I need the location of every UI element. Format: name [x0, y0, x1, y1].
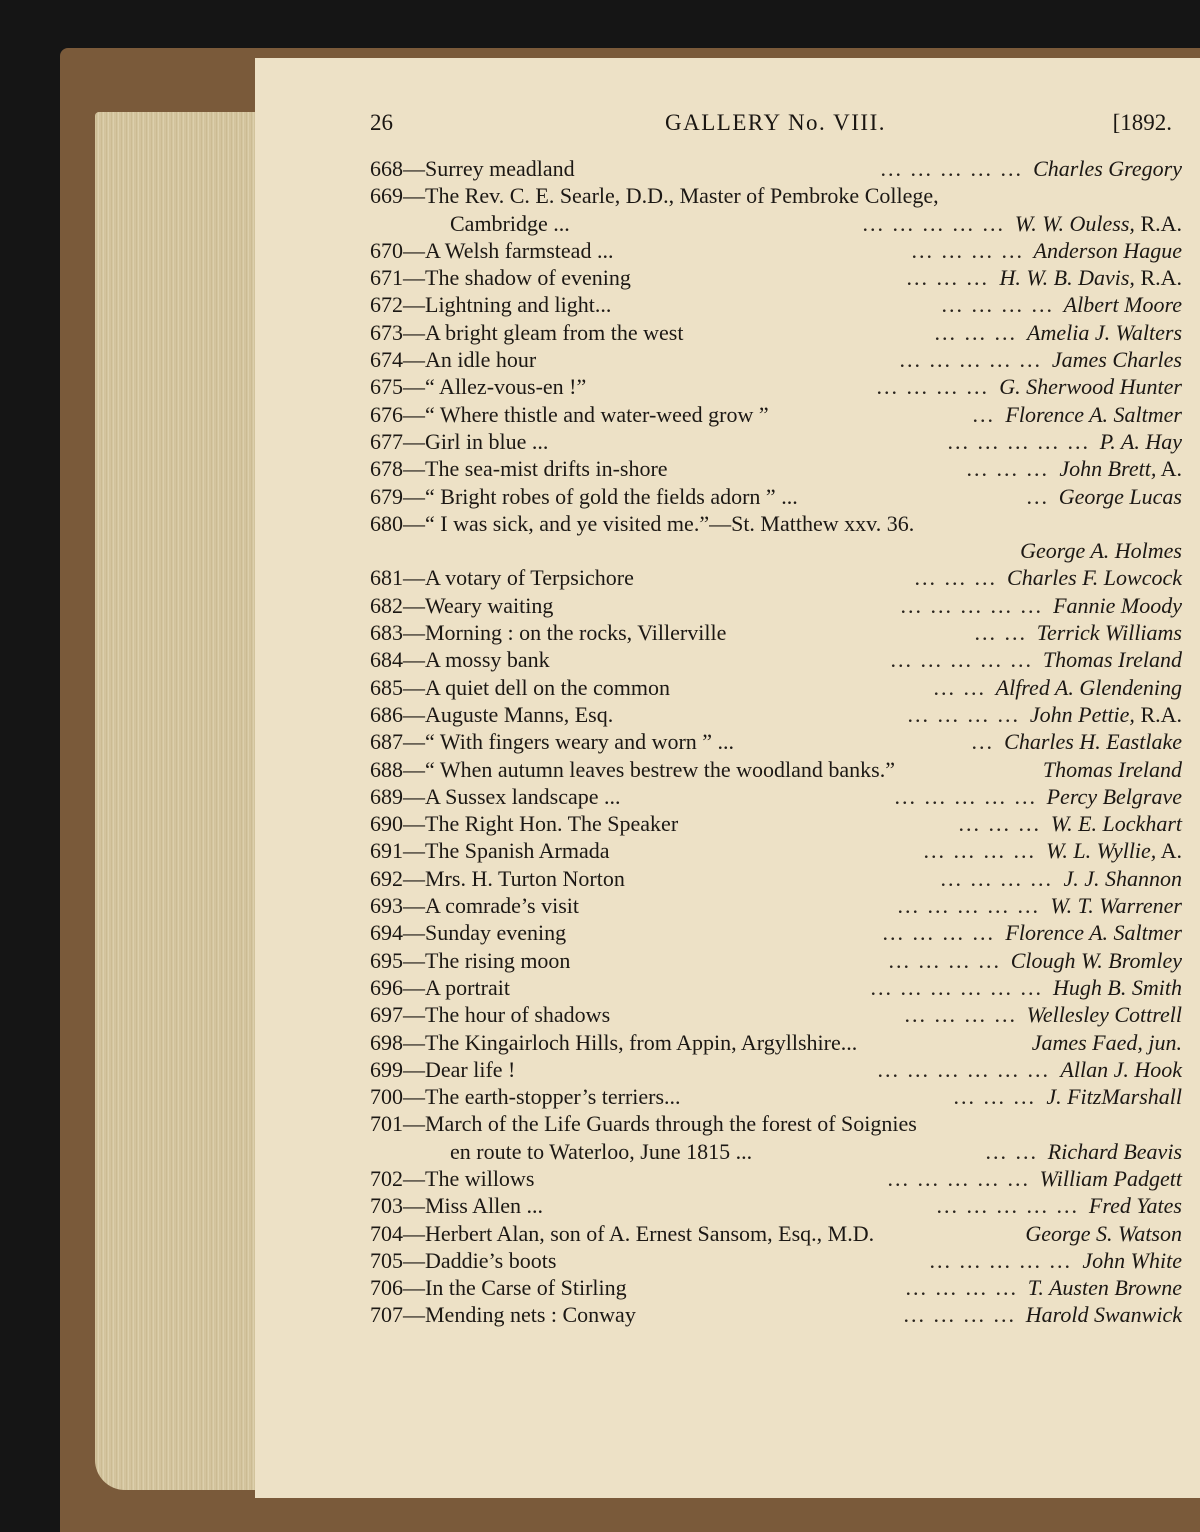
catalogue-entry: [370, 701, 1182, 728]
artist-name-text: Charles Gregory: [1033, 156, 1182, 181]
leader-dots: ... ... ...: [914, 565, 997, 591]
entry-title: 669—The Rev. C. E. Searle, D.D., Master of Pembroke College,: [370, 183, 939, 209]
artist-name-text: John Pettie,: [1029, 701, 1135, 727]
entry-title: 684—A mossy bank: [370, 647, 550, 673]
leader-dots: ... ... ... ... ...: [887, 1165, 1030, 1191]
catalogue-entry: [370, 1110, 1182, 1137]
entry-title: 695—The rising moon: [370, 947, 571, 973]
artist-honours: R.A.: [1134, 265, 1182, 291]
artist-name-text: George A. Holmes: [1020, 538, 1182, 564]
artist-honours: A.: [1156, 456, 1182, 482]
artist-name-text: J. J. Shannon: [1063, 865, 1182, 891]
artist-name: [999, 264, 1182, 291]
artist-name: [1032, 1029, 1182, 1056]
year-label: [1892.: [1112, 110, 1172, 135]
gallery-title: GALLERY No. VIII.: [665, 110, 886, 135]
artist-name-text: Charles H. Eastlake: [1004, 729, 1182, 755]
catalogue-entry: [370, 1056, 1182, 1083]
artist-name-text: Fannie Moody: [1053, 592, 1182, 618]
leader-dots: ... ... ... ...: [876, 374, 989, 400]
entry-title: 685—A quiet dell on the common: [370, 674, 671, 700]
catalogue-entry: [370, 619, 1182, 646]
artist-name: [1027, 319, 1182, 346]
catalogue-entry: [370, 1138, 1182, 1165]
artist-name: [1030, 701, 1182, 728]
leader-dots: ... ... ... ...: [904, 1002, 1017, 1028]
leader-dots: ... ...: [985, 1138, 1038, 1164]
leader-dots: ... ... ... ...: [905, 1275, 1018, 1301]
catalogue-entry: [370, 483, 1182, 510]
leader-dots: ... ... ... ... ...: [862, 210, 1005, 236]
artist-name: [1050, 892, 1182, 919]
entry-title: 670—A Welsh farmstead ...: [370, 237, 614, 263]
artist-name-text: Albert Moore: [1063, 292, 1182, 318]
artist-name: [1064, 291, 1182, 318]
artist-name-text: Percy Belgrave: [1046, 783, 1182, 809]
artist-name-text: Richard Beavis: [1047, 1138, 1182, 1164]
leader-dots: ... ... ... ...: [911, 237, 1024, 263]
artist-name: [1052, 346, 1182, 373]
page-header: [370, 110, 1182, 144]
page-number: 26: [370, 110, 393, 135]
entry-title: 674—An idle hour: [370, 347, 537, 373]
catalogue-entry: [370, 1301, 1182, 1328]
catalogue-entry: [370, 919, 1182, 946]
entry-title: 668—Surrey meadland: [370, 156, 575, 181]
artist-name-text: W. W. Ouless,: [1014, 210, 1135, 236]
artist-honours: A.: [1156, 838, 1182, 864]
artist-name: [1048, 1138, 1182, 1165]
entry-title: 675—“ Allez-vous-en !”: [370, 374, 587, 400]
catalogue-entry: [370, 510, 1182, 537]
catalogue-entry: [370, 1165, 1182, 1192]
artist-name-text: William Padgett: [1039, 1165, 1182, 1191]
artist-name-text: Clough W. Bromley: [1010, 947, 1182, 973]
artist-name: [1046, 837, 1182, 864]
leader-dots: ... ... ...: [953, 1084, 1036, 1110]
catalogue-entry: [370, 237, 1182, 264]
artist-name: [1037, 619, 1182, 646]
catalogue-entry: [370, 319, 1182, 346]
artist-name-text: James Charles: [1051, 347, 1182, 373]
catalogue-entry: [370, 1274, 1182, 1301]
leader-dots: ... ... ... ... ...: [900, 592, 1043, 618]
entry-title: 704—Herbert Alan, son of A. Ernest Sansom, Esq., M.D.: [370, 1220, 875, 1246]
catalogue-entry: [370, 892, 1182, 919]
entry-title: 677—Girl in blue ...: [370, 428, 549, 454]
entry-title: 679—“ Bright robes of gold the fields adorn ” ...: [370, 483, 798, 509]
entry-title: 705—Daddie’s boots: [370, 1247, 557, 1273]
entry-title: 681—A votary of Terpsichore: [370, 565, 634, 591]
catalogue-entry: [370, 728, 1182, 755]
leader-dots: ... ... ... ...: [941, 292, 1054, 318]
catalogue-entry: [370, 564, 1182, 591]
artist-name: [1089, 1192, 1182, 1219]
entry-title: 693—A comrade’s visit: [370, 893, 579, 919]
artist-name: [1082, 1247, 1182, 1274]
artist-name-text: W. L. Wyllie,: [1046, 838, 1157, 864]
catalogue-entry: [370, 346, 1182, 373]
leader-dots: ... ... ... ... ...: [899, 347, 1042, 373]
artist-name-text: Wellesley Cottrell: [1026, 1002, 1182, 1028]
artist-name: [1011, 947, 1182, 974]
artist-name-text: James Faed, jun.: [1031, 1029, 1182, 1055]
leader-dots: ... ... ... ... ...: [894, 783, 1037, 809]
artist-name: [996, 674, 1182, 701]
entry-title: 690—The Right Hon. The Speaker: [370, 811, 679, 837]
entry-title: 682—Weary waiting: [370, 592, 554, 618]
entry-title: 689—A Sussex landscape ...: [370, 783, 621, 809]
leader-dots: ... ... ... ...: [888, 947, 1001, 973]
artist-name: [1004, 728, 1182, 755]
artist-name-text: Florence A. Saltmer: [1005, 401, 1182, 427]
artist-name-text: Fred Yates: [1088, 1193, 1182, 1219]
catalogue-entry: [370, 592, 1182, 619]
entry-title: 678—The sea-mist drifts in-shore: [370, 456, 668, 482]
leader-dots: ...: [972, 401, 995, 427]
entry-title: 700—The earth-stopper’s terriers...: [370, 1084, 681, 1110]
artist-name-text: Alfred A. Glendening: [995, 674, 1182, 700]
entry-title: 706—In the Carse of Stirling: [370, 1275, 627, 1301]
entry-title: 672—Lightning and light...: [370, 292, 612, 318]
artist-name-text: George Lucas: [1058, 483, 1182, 509]
leader-dots: ... ... ... ...: [923, 838, 1036, 864]
leader-dots: ... ... ... ...: [940, 865, 1053, 891]
catalogue-entry: [370, 182, 1182, 209]
leader-dots: ... ... ...: [906, 265, 989, 291]
artist-name-text: Allan J. Hook: [1060, 1056, 1182, 1082]
leader-dots: ... ... ...: [934, 319, 1017, 345]
artist-name: [999, 373, 1182, 400]
leader-dots: ... ... ... ... ...: [936, 1193, 1079, 1219]
leader-dots: ... ... ...: [958, 811, 1041, 837]
artist-name: [1005, 401, 1182, 428]
entry-title: 686—Auguste Manns, Esq.: [370, 701, 614, 727]
catalogue-entry: [370, 947, 1182, 974]
catalogue-entry: [370, 291, 1182, 318]
artist-name: [1034, 237, 1182, 264]
catalogue-entry: [370, 455, 1182, 482]
catalogue-entry: [370, 210, 1182, 237]
entry-title: 707—Mending nets : Conway: [370, 1302, 636, 1328]
artist-honours: R.A.: [1134, 701, 1182, 727]
artist-name: [1043, 646, 1182, 673]
leader-dots: ... ... ...: [966, 456, 1049, 482]
artist-name-text: G. Sherwood Hunter: [999, 374, 1182, 400]
artist-name-text: Thomas Ireland: [1042, 647, 1182, 673]
entry-title: 688—“ When autumn leaves bestrew the woodland banks.”: [370, 756, 896, 782]
artist-name: [1047, 783, 1182, 810]
catalogue-entry: [370, 865, 1182, 892]
artist-name-text: P. A. Hay: [1099, 428, 1182, 454]
catalogue-entry: [370, 646, 1182, 673]
leader-dots: ... ... ... ...: [882, 920, 995, 946]
artist-name-text: Florence A. Saltmer: [1005, 920, 1182, 946]
artist-name: [1043, 756, 1182, 783]
artist-name: [1025, 1220, 1182, 1247]
artist-name-text: H. W. B. Davis,: [999, 265, 1135, 291]
artist-name-text: J. FitzMarshall: [1046, 1084, 1182, 1110]
artist-name-text: Charles F. Lowcock: [1007, 565, 1182, 591]
artist-name-text: Hugh B. Smith: [1053, 974, 1182, 1000]
artist-name: [1100, 428, 1182, 455]
catalogue-entry: [370, 810, 1182, 837]
artist-name: [1051, 810, 1182, 837]
catalogue-entry: [370, 428, 1182, 455]
catalogue-entry: [370, 1029, 1182, 1056]
entry-title: 702—The willows: [370, 1165, 535, 1191]
entry-title: 697—The hour of shadows: [370, 1002, 611, 1028]
catalogue-entry: [370, 974, 1182, 1001]
artist-name-text: John White: [1082, 1247, 1182, 1273]
artist-name: [1020, 537, 1182, 564]
catalogue-entry: [370, 537, 1182, 564]
artist-name: [1059, 483, 1182, 510]
leader-dots: ... ...: [933, 674, 986, 700]
artist-name-text: W. E. Lockhart: [1050, 811, 1182, 837]
entry-title: en route to Waterloo, June 1815 ...: [450, 1138, 753, 1164]
leader-dots: ... ... ... ... ...: [897, 893, 1040, 919]
entry-title: 676—“ Where thistle and water-weed grow ”: [370, 401, 769, 427]
leader-dots: ... ... ... ... ...: [947, 428, 1090, 454]
artist-name: [1060, 1056, 1182, 1083]
artist-name-text: Anderson Hague: [1033, 237, 1182, 263]
artist-name: [1040, 1165, 1182, 1192]
artist-name-text: Amelia J. Walters: [1027, 319, 1182, 345]
artist-name-text: Terrick Williams: [1036, 620, 1182, 646]
artist-name: [1015, 210, 1182, 237]
catalogue-entry: [370, 1247, 1182, 1274]
entry-title: 683—Morning : on the rocks, Villerville: [370, 620, 727, 646]
entry-title: 691—The Spanish Armada: [370, 838, 610, 864]
catalogue-entry: [370, 783, 1182, 810]
entry-title: 680—“ I was sick, and ye visited me.”—St. Matthew xxv. 36.: [370, 510, 915, 536]
catalogue-entry: [370, 264, 1182, 291]
catalogue-list: [370, 155, 1182, 1329]
entry-title: 694—Sunday evening: [370, 920, 567, 946]
artist-name: [1063, 865, 1182, 892]
entry-title: 703—Miss Allen ...: [370, 1193, 543, 1219]
artist-honours: R.A.: [1134, 210, 1182, 236]
artist-name: [1005, 919, 1182, 946]
artist-name: [1007, 564, 1182, 591]
artist-name: [1046, 1083, 1182, 1110]
leader-dots: ...: [1026, 483, 1049, 509]
catalogue-entry: [370, 674, 1182, 701]
artist-name-text: W. T. Warrener: [1050, 893, 1182, 919]
catalogue-entry: [370, 1220, 1182, 1247]
catalogue-entry: [370, 837, 1182, 864]
artist-name-text: T. Austen Browne: [1027, 1275, 1182, 1301]
artist-name: [1053, 592, 1182, 619]
catalogue-entry: [370, 373, 1182, 400]
artist-name-text: George S. Watson: [1025, 1220, 1182, 1246]
entry-title: 673—A bright gleam from the west: [370, 319, 684, 345]
leader-dots: ... ...: [974, 620, 1027, 646]
artist-name: [1027, 1001, 1182, 1028]
leader-dots: ... ... ... ... ...: [929, 1247, 1072, 1273]
artist-name: [1026, 1301, 1182, 1328]
catalogue-entry: [370, 1083, 1182, 1110]
entry-title: 687—“ With fingers weary and worn ” ...: [370, 729, 735, 755]
entry-title: 671—The shadow of evening: [370, 265, 631, 291]
page-edges: [95, 112, 265, 1490]
artist-name-text: John Brett,: [1059, 456, 1157, 482]
catalogue-entry: [370, 401, 1182, 428]
entry-title: Cambridge ...: [450, 210, 570, 236]
catalogue-entry: [370, 1001, 1182, 1028]
artist-name-text: Thomas Ireland: [1042, 756, 1182, 782]
leader-dots: ... ... ... ... ... ...: [870, 974, 1043, 1000]
artist-name: [1028, 1274, 1182, 1301]
catalogue-entry: [370, 756, 1182, 783]
artist-name-text: Harold Swanwick: [1025, 1302, 1182, 1328]
entry-title: 696—A portrait: [370, 974, 510, 1000]
catalogue-entry: [370, 1192, 1182, 1219]
entry-title: 698—The Kingairloch Hills, from Appin, Argyllshire...: [370, 1029, 858, 1055]
artist-name: [1059, 455, 1182, 482]
entry-title: 699—Dear life !: [370, 1056, 516, 1082]
catalogue-entry: [370, 155, 1182, 182]
leader-dots: ... ... ... ...: [907, 701, 1020, 727]
leader-dots: ... ... ... ... ... ...: [877, 1056, 1050, 1082]
entry-title: 701—March of the Life Guards through the forest of Soignies: [370, 1111, 917, 1137]
leader-dots: ... ... ... ... ...: [890, 647, 1033, 673]
leader-dots: ... ... ... ... ...: [880, 156, 1023, 181]
entry-title: 692—Mrs. H. Turton Norton: [370, 865, 625, 891]
artist-name: [1053, 974, 1182, 1001]
leader-dots: ...: [971, 729, 994, 755]
artist-name: [1033, 155, 1182, 182]
leader-dots: ... ... ... ...: [903, 1302, 1016, 1328]
